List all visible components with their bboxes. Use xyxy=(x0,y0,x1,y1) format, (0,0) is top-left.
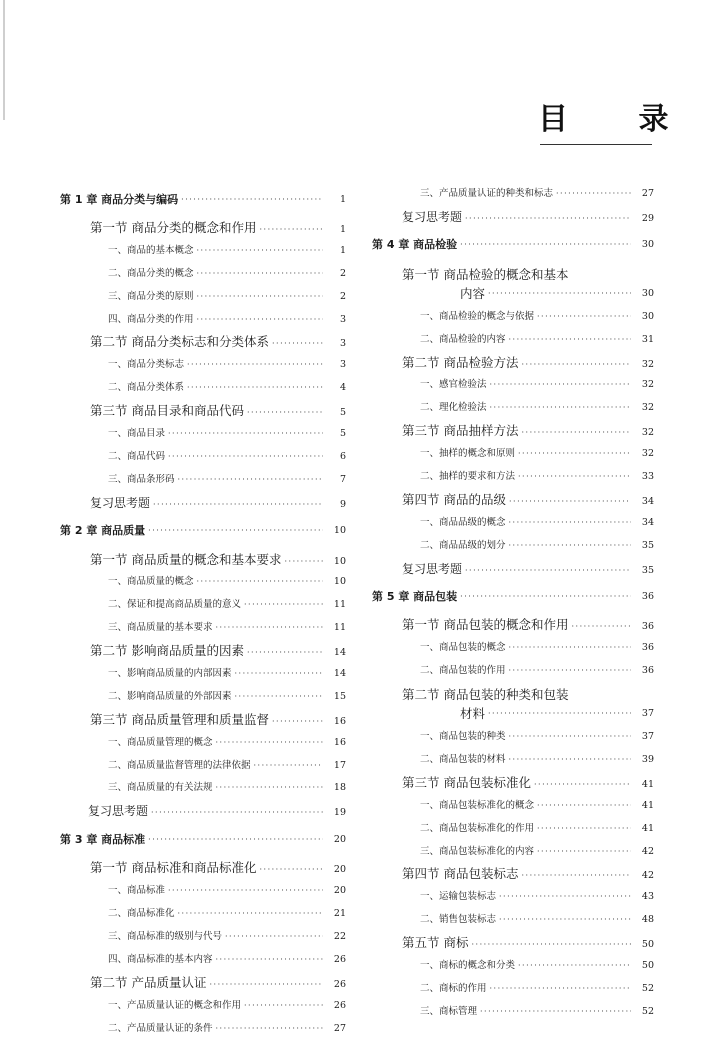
toc-entry-continuation: 内容 xyxy=(372,283,485,306)
dot-leader xyxy=(148,829,323,852)
toc-entry-title: 一、抽样的概念和原则 xyxy=(372,443,515,466)
toc-entry-review xyxy=(372,206,654,229)
toc-page-number: 33 xyxy=(634,466,654,489)
toc-entry-sub xyxy=(60,377,346,400)
toc-page-number: 5 xyxy=(326,423,346,446)
toc-entry-title: 三、商标管理 xyxy=(372,1001,477,1024)
toc-page-number: 30 xyxy=(634,306,654,329)
toc-entry-section xyxy=(372,932,654,955)
dot-leader xyxy=(490,397,631,420)
toc-entry-section xyxy=(60,549,346,572)
toc-entry-sub xyxy=(60,777,346,800)
toc-entry-sub xyxy=(60,926,346,949)
dot-leader xyxy=(197,309,323,332)
toc-page-number: 29 xyxy=(634,208,654,231)
toc-entry-sub xyxy=(372,374,654,397)
dot-leader xyxy=(537,841,631,864)
toc-entry-review xyxy=(60,492,346,515)
dot-leader xyxy=(509,512,631,535)
toc-entry-title: 三、商品分类的原则 xyxy=(60,286,194,309)
toc-entry-title: 一、感官检验法 xyxy=(372,374,487,397)
toc-entry-title: 二、影响商品质量的外部因素 xyxy=(60,686,232,709)
toc-entry-title: 一、商品的基本概念 xyxy=(60,240,194,263)
dot-leader xyxy=(480,1001,631,1024)
dot-leader xyxy=(197,571,323,594)
toc-entry-section xyxy=(372,702,654,726)
toc-entry-title: 一、商品目录 xyxy=(60,423,165,446)
dot-leader xyxy=(181,189,323,212)
toc-entry-title: 一、商品检验的概念与依据 xyxy=(372,306,534,329)
dot-leader xyxy=(471,934,631,957)
toc-page-number: 26 xyxy=(326,949,346,972)
toc-entry-continuation: 材料 xyxy=(372,703,485,726)
toc-entry-sub xyxy=(60,594,346,617)
toc-page-number: 32 xyxy=(634,397,654,420)
toc-entry-sub xyxy=(372,329,654,352)
toc-entry-title: 一、商品品级的概念 xyxy=(372,512,506,535)
dot-leader xyxy=(499,909,631,932)
dot-leader xyxy=(235,663,323,686)
toc-page-number: 2 xyxy=(326,263,346,286)
toc-entry-title: 二、商品包装标准化的作用 xyxy=(372,818,534,841)
toc-entry-review xyxy=(372,558,654,581)
toc-entry-title: 一、商品质量的概念 xyxy=(60,571,194,594)
dot-leader xyxy=(534,774,631,797)
toc-page-number: 52 xyxy=(634,978,654,1001)
toc-page-number: 22 xyxy=(326,926,346,949)
toc-entry-sub xyxy=(60,903,346,926)
toc-page-number: 20 xyxy=(326,829,346,852)
toc-page-number: 37 xyxy=(634,703,654,726)
toc-page-number: 3 xyxy=(326,309,346,332)
dot-leader xyxy=(153,494,323,517)
toc-page-number: 35 xyxy=(634,535,654,558)
toc-entry-sub xyxy=(372,1001,654,1024)
toc-entry-title: 第二节 商品检验方法 xyxy=(372,352,518,375)
toc-page-number: 1 xyxy=(326,240,346,263)
toc-entry-review xyxy=(60,800,346,823)
toc-entry-title: 复习思考题 xyxy=(372,206,462,229)
toc-entry-sub xyxy=(372,818,654,841)
toc-left-column xyxy=(60,183,346,1040)
toc-entry-section xyxy=(372,352,654,375)
page-title: 目 录 xyxy=(538,94,698,138)
dot-leader xyxy=(571,616,631,639)
dot-leader xyxy=(537,818,631,841)
dot-leader xyxy=(488,283,631,306)
toc-entry-sub xyxy=(60,354,346,377)
toc-page-number: 35 xyxy=(634,560,654,583)
dot-leader xyxy=(216,617,323,640)
toc-page-number: 34 xyxy=(634,512,654,535)
toc-entry-section xyxy=(372,863,654,886)
dot-leader xyxy=(509,329,631,352)
toc-entry-sub xyxy=(60,469,346,492)
toc-page-number: 16 xyxy=(326,732,346,755)
toc-entry-title: 一、商标的概念和分类 xyxy=(372,955,515,978)
toc-entry-title: 第 1 章 商品分类与编码 xyxy=(60,189,178,212)
toc-page-number: 11 xyxy=(326,617,346,640)
dot-leader xyxy=(187,354,323,377)
dot-leader xyxy=(465,560,631,583)
toc-page-number: 41 xyxy=(634,774,654,797)
toc-page-number: 18 xyxy=(326,777,346,800)
toc-entry-title: 二、商品分类体系 xyxy=(60,377,184,400)
toc-entry-section xyxy=(60,400,346,423)
toc-page-number: 3 xyxy=(326,354,346,377)
toc-entry-title: 二、保证和提高商品质量的意义 xyxy=(60,594,241,617)
toc-page-number: 34 xyxy=(634,491,654,514)
dot-leader xyxy=(187,377,323,400)
toc-page-number: 10 xyxy=(326,551,346,574)
scan-edge-line xyxy=(3,0,5,120)
dot-leader xyxy=(465,208,631,231)
toc-entry-sub xyxy=(60,309,346,332)
toc-entry-title: 二、商品检验的内容 xyxy=(372,329,506,352)
toc-entry-title: 第四节 商品的品级 xyxy=(372,489,506,512)
toc-entry-sub xyxy=(60,755,346,778)
toc-entry-title: 三、商品包装标准化的内容 xyxy=(372,841,534,864)
toc-page-number: 6 xyxy=(326,446,346,469)
toc-page-number: 14 xyxy=(326,642,346,665)
toc-entry-sub xyxy=(372,535,654,558)
dot-leader xyxy=(518,955,631,978)
toc-entry-title: 一、商品包装的种类 xyxy=(372,726,506,749)
toc-page-number: 30 xyxy=(634,234,654,257)
toc-entry-sub xyxy=(60,732,346,755)
toc-entry-sub xyxy=(372,795,654,818)
toc-entry-section xyxy=(372,420,654,443)
toc-entry-title: 三、产品质量认证的种类和标志 xyxy=(372,183,553,206)
toc-entry-chapter xyxy=(60,515,346,549)
toc-entry-title: 第 5 章 商品包装 xyxy=(372,586,457,609)
toc-page-number: 2 xyxy=(326,286,346,309)
toc-page-number: 32 xyxy=(634,422,654,445)
toc-entry-sub xyxy=(60,995,346,1018)
dot-leader xyxy=(499,886,631,909)
dot-leader xyxy=(509,749,631,772)
toc-page-number: 1 xyxy=(326,219,346,242)
toc-entry-sub xyxy=(372,443,654,466)
toc-page-number: 36 xyxy=(634,616,654,639)
toc-page-number: 50 xyxy=(634,955,654,978)
toc-entry-title: 一、商品分类标志 xyxy=(60,354,184,377)
toc-entry-title: 第 3 章 商品标准 xyxy=(60,829,145,852)
toc-entry-sub xyxy=(60,423,346,446)
toc-entry-title: 第二节 商品分类标志和分类体系 xyxy=(60,331,269,354)
dot-leader xyxy=(216,777,323,800)
toc-entry-title: 复习思考题 xyxy=(60,492,150,515)
toc-entry-title: 第一节 商品包装的概念和作用 xyxy=(372,614,568,637)
toc-page-number: 43 xyxy=(634,886,654,909)
toc-entry-title: 第二节 影响商品质量的因素 xyxy=(60,640,244,663)
dot-leader xyxy=(148,520,323,543)
dot-leader xyxy=(509,637,631,660)
toc-entry-sub xyxy=(372,955,654,978)
toc-page-number: 9 xyxy=(326,494,346,517)
dot-leader xyxy=(490,978,631,1001)
toc-entry-sub xyxy=(372,726,654,749)
toc-entry-title: 二、商品包装的作用 xyxy=(372,660,506,683)
toc-entry-title: 三、商品质量的有关法规 xyxy=(60,777,213,800)
toc-page-number: 36 xyxy=(634,660,654,683)
toc-page-number: 15 xyxy=(326,686,346,709)
dot-leader xyxy=(259,219,323,242)
dot-leader xyxy=(537,306,631,329)
toc-entry-title: 二、商品标准化 xyxy=(60,903,175,926)
toc-page-number: 50 xyxy=(634,934,654,957)
toc-entry-title: 二、商品包装的材料 xyxy=(372,749,506,772)
toc-entry-sub xyxy=(60,240,346,263)
toc-entry-section xyxy=(60,640,346,663)
toc-entry-sub xyxy=(60,617,346,640)
toc-entry-sub xyxy=(372,978,654,1001)
toc-entry-title: 三、商品质量的基本要求 xyxy=(60,617,213,640)
dot-leader xyxy=(168,880,323,903)
toc-page-number: 32 xyxy=(634,374,654,397)
toc-section-title: 第二节 商品包装的种类和包装 xyxy=(372,687,654,702)
dot-leader xyxy=(272,711,323,734)
toc-page-number: 26 xyxy=(326,974,346,997)
dot-leader xyxy=(556,183,631,206)
toc-entry-sub xyxy=(372,466,654,489)
dot-leader xyxy=(509,535,631,558)
toc-entry-section xyxy=(60,972,346,995)
title-underline xyxy=(540,144,652,145)
toc-entry-title: 第三节 商品抽样方法 xyxy=(372,420,518,443)
dot-leader xyxy=(259,859,323,882)
toc-entry-title: 一、商品包装的概念 xyxy=(372,637,506,660)
toc-entry-sub xyxy=(372,512,654,535)
dot-leader xyxy=(490,374,631,397)
toc-entry-chapter xyxy=(372,229,654,263)
dot-leader xyxy=(168,446,323,469)
toc-page-number: 30 xyxy=(634,283,654,306)
toc-entry-title: 复习思考题 xyxy=(372,558,462,581)
dot-leader xyxy=(284,551,323,574)
toc-page-number: 48 xyxy=(634,909,654,932)
dot-leader xyxy=(178,903,323,926)
toc-section-title: 第一节 商品检验的概念和基本 xyxy=(372,267,654,282)
toc-page-number: 42 xyxy=(634,841,654,864)
dot-leader xyxy=(509,660,631,683)
toc-page-number: 4 xyxy=(326,377,346,400)
toc-page-number: 36 xyxy=(634,586,654,609)
toc-entry-sub xyxy=(60,446,346,469)
dot-leader xyxy=(518,466,631,489)
toc-entry-title: 第三节 商品目录和商品代码 xyxy=(60,400,244,423)
toc-page-number: 19 xyxy=(326,802,346,825)
toc-entry-title: 一、影响商品质量的内部因素 xyxy=(60,663,232,686)
toc-entry-section xyxy=(372,489,654,512)
dot-leader xyxy=(216,949,323,972)
toc-page-number: 36 xyxy=(634,637,654,660)
toc-entry-title: 一、商品标准 xyxy=(60,880,165,903)
toc-entry-title: 一、商品包装标准化的概念 xyxy=(372,795,534,818)
toc-entry-sub xyxy=(372,841,654,864)
dot-leader xyxy=(197,240,323,263)
dot-leader xyxy=(509,726,631,749)
toc-entry-sub xyxy=(372,749,654,772)
toc-entry-title: 一、运输包装标志 xyxy=(372,886,496,909)
toc-page-number: 42 xyxy=(634,865,654,888)
toc-entry-sub xyxy=(372,909,654,932)
dot-leader xyxy=(272,333,323,356)
toc-page-number: 11 xyxy=(326,594,346,617)
dot-leader xyxy=(244,594,323,617)
dot-leader xyxy=(216,732,323,755)
toc-page-number: 21 xyxy=(326,903,346,926)
toc-entry-sub xyxy=(372,306,654,329)
toc-entry-title: 二、抽样的要求和方法 xyxy=(372,466,515,489)
toc-entry-section xyxy=(372,614,654,637)
dot-leader xyxy=(197,286,323,309)
toc-entry-title: 二、商品分类的概念 xyxy=(60,263,194,286)
toc-entry-title: 三、商品标准的级别与代号 xyxy=(60,926,222,949)
dot-leader xyxy=(521,422,631,445)
toc-page-number: 10 xyxy=(326,571,346,594)
toc-entry-section xyxy=(60,331,346,354)
toc-entry-sub xyxy=(372,660,654,683)
toc-entry-sub xyxy=(60,1018,346,1040)
toc-page-number: 16 xyxy=(326,711,346,734)
toc-entry-title: 二、商品代码 xyxy=(60,446,165,469)
toc-page-number: 27 xyxy=(326,1018,346,1040)
toc-entry-title: 第一节 商品分类的概念和作用 xyxy=(60,217,256,240)
toc-right-column xyxy=(372,183,654,1024)
dot-leader xyxy=(537,795,631,818)
toc-entry-title: 二、产品质量认证的条件 xyxy=(60,1018,213,1040)
toc-page-number: 32 xyxy=(634,354,654,377)
toc-entry-title: 一、产品质量认证的概念和作用 xyxy=(60,995,241,1018)
toc-entry-sub xyxy=(372,397,654,420)
toc-page-number: 14 xyxy=(326,663,346,686)
toc-entry-title: 第三节 商品质量管理和质量监督 xyxy=(60,709,269,732)
toc-entry-chapter xyxy=(372,580,654,614)
toc-entry-title: 二、商品质量监督管理的法律依据 xyxy=(60,755,251,778)
dot-leader xyxy=(247,402,323,425)
toc-page-number: 17 xyxy=(326,755,346,778)
toc-entry-title: 一、商品质量管理的概念 xyxy=(60,732,213,755)
toc-entry-sub xyxy=(60,571,346,594)
toc-page-number: 1 xyxy=(326,189,346,212)
toc-entry-title: 第 2 章 商品质量 xyxy=(60,520,145,543)
toc-page-number: 32 xyxy=(634,443,654,466)
toc-entry-title: 第 4 章 商品检验 xyxy=(372,234,457,257)
toc-entry-sub xyxy=(60,949,346,972)
toc-entry-title: 第一节 商品质量的概念和基本要求 xyxy=(60,549,281,572)
dot-leader xyxy=(168,423,323,446)
dot-leader xyxy=(225,926,323,949)
toc-entry-sub xyxy=(60,686,346,709)
toc-entry-chapter xyxy=(60,823,346,857)
toc-entry-sub xyxy=(60,663,346,686)
toc-page-number: 7 xyxy=(326,469,346,492)
toc-entry-section xyxy=(60,709,346,732)
toc-entry-title: 第二节 产品质量认证 xyxy=(60,972,206,995)
toc-entry-section xyxy=(60,217,346,240)
toc-entry-sub xyxy=(60,263,346,286)
toc-entry-sub xyxy=(372,886,654,909)
toc-entry-title: 四、商品分类的作用 xyxy=(60,309,194,332)
toc-page-number: 10 xyxy=(326,520,346,543)
toc-page-number: 31 xyxy=(634,329,654,352)
toc-entry-title: 三、商品条形码 xyxy=(60,469,175,492)
toc-entry-section xyxy=(60,857,346,880)
toc-entry-chapter xyxy=(60,183,346,217)
dot-leader xyxy=(235,686,323,709)
dot-leader xyxy=(460,586,631,609)
dot-leader xyxy=(244,995,323,1018)
dot-leader xyxy=(247,642,323,665)
dot-leader xyxy=(518,443,631,466)
toc-entry-sub xyxy=(60,286,346,309)
toc-entry-title: 二、商品品级的划分 xyxy=(372,535,506,558)
toc-entry-title: 第三节 商品包装标准化 xyxy=(372,772,531,795)
toc-entry-title: 第四节 商品包装标志 xyxy=(372,863,518,886)
dot-leader xyxy=(521,354,631,377)
toc-entry-sub xyxy=(60,880,346,903)
toc-entry-title: 二、理化检验法 xyxy=(372,397,487,420)
toc-page-number: 37 xyxy=(634,726,654,749)
dot-leader xyxy=(209,974,323,997)
toc-page-number: 41 xyxy=(634,818,654,841)
toc-entry-title: 四、商品标准的基本内容 xyxy=(60,949,213,972)
toc-page-number: 20 xyxy=(326,880,346,903)
dot-leader xyxy=(521,865,631,888)
dot-leader xyxy=(178,469,323,492)
toc-entry-title: 第一节 商品标准和商品标准化 xyxy=(60,857,256,880)
toc-entry-title: 二、商标的作用 xyxy=(372,978,487,1001)
toc-page-number: 39 xyxy=(634,749,654,772)
dot-leader xyxy=(151,802,323,825)
toc-page-number: 5 xyxy=(326,402,346,425)
toc-page-number: 20 xyxy=(326,859,346,882)
toc-entry-sub xyxy=(372,637,654,660)
toc-entry-title: 第五节 商标 xyxy=(372,932,468,955)
toc-page-number: 52 xyxy=(634,1001,654,1024)
toc-page-number: 3 xyxy=(326,333,346,356)
dot-leader xyxy=(488,703,631,726)
dot-leader xyxy=(197,263,323,286)
toc-page-number: 27 xyxy=(634,183,654,206)
dot-leader xyxy=(509,491,631,514)
toc-page-number: 26 xyxy=(326,995,346,1018)
toc-entry-title: 二、销售包装标志 xyxy=(372,909,496,932)
dot-leader xyxy=(254,755,323,778)
toc-entry-title: 复习思考题 xyxy=(60,800,148,823)
toc-entry-section xyxy=(372,772,654,795)
toc-entry-section xyxy=(372,282,654,306)
dot-leader xyxy=(216,1018,323,1040)
dot-leader xyxy=(460,234,631,257)
toc-entry-sub xyxy=(372,183,654,206)
toc-page-number: 41 xyxy=(634,795,654,818)
